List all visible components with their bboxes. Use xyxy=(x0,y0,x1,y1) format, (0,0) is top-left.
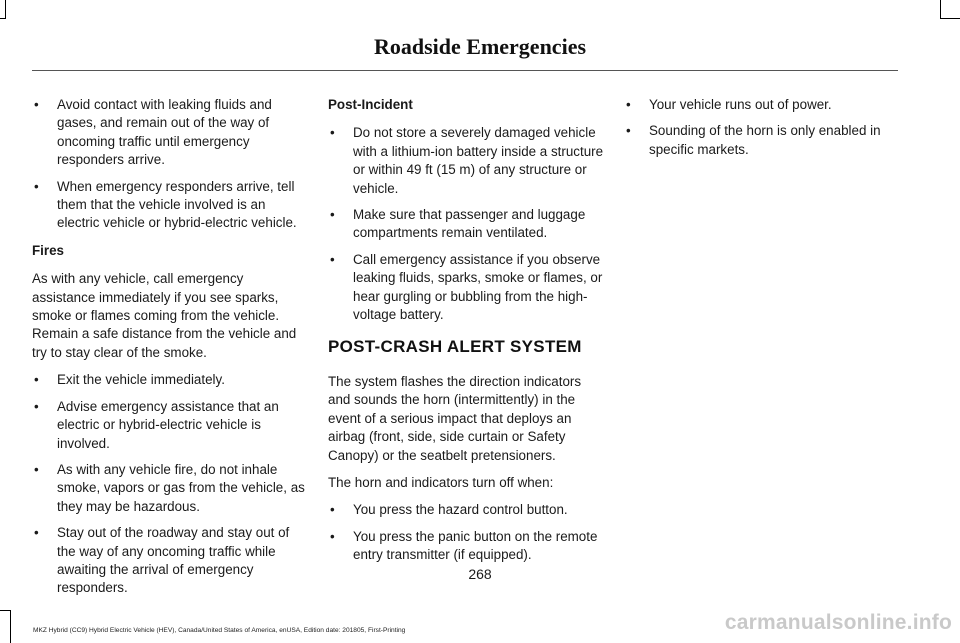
list-item: • Do not store a severely damaged vehicle with a lithium-ion battery inside a structure or within 49 ft (15 m) of any structure or vehicle. xyxy=(328,124,604,198)
page-title: Roadside Emergencies xyxy=(373,34,587,59)
crop-mark-top-left-v xyxy=(5,0,6,18)
column-right xyxy=(624,96,900,168)
column-middle xyxy=(328,96,604,574)
section-title: POST-CRASH ALERT SYSTEM xyxy=(328,337,582,357)
turn-off-paragraph: The horn and indicators turn off when: xyxy=(328,474,554,490)
watermark: carmanualsonline.info xyxy=(724,611,952,634)
list-item: • Your vehicle runs out of power. xyxy=(624,96,900,114)
post-crash-paragraph: The system flashes the direction indicators and sounds the horn (intermittently) in the event of a serious impact that deploys an airbag (front, side, side curtain or Safety Canopy) or the seatbelt pretensioners. xyxy=(328,373,582,463)
list-item: • Make sure that passenger and luggage compartments remain ventilated. xyxy=(328,206,604,243)
edition-footer: MKZ Hybrid (CC9) Hybrid Electric Vehicle (HEV), Canada/United States of America, enUSA, Edition date: 201805, First-Printing xyxy=(33,627,406,634)
bullet-list-emergency xyxy=(32,96,308,233)
list-item: • Advise emergency assistance that an electric or hybrid-electric vehicle is involved. xyxy=(32,398,308,453)
list-item: • Exit the vehicle immediately. xyxy=(32,371,308,389)
crop-mark-bottom-left-v xyxy=(10,610,11,643)
crop-mark-bottom-left-h xyxy=(0,610,11,611)
post-incident-heading: Post-Incident xyxy=(328,97,413,112)
list-item: • As with any vehicle fire, do not inhale smoke, vapors or gas from the vehicle, as they may be hazardous. xyxy=(32,461,308,516)
header-divider xyxy=(32,70,898,71)
crop-mark-top-left-h xyxy=(0,18,6,19)
bullet-list-fires xyxy=(32,371,308,597)
column-left xyxy=(32,96,308,607)
bullet-list-continued xyxy=(624,96,900,159)
fires-paragraph: As with any vehicle, call emergency assistance immediately if you see sparks, smoke or flames coming from the vehicle. Remain a safe distance from the vehicle and try to stay clear of the smoke. xyxy=(32,271,297,360)
page-number: 268 xyxy=(468,566,492,582)
list-item: • When emergency responders arrive, tell them that the vehicle involved is an electric vehicle or hybrid-electric vehicle. xyxy=(32,178,308,233)
bullet-list-turn-off xyxy=(328,501,604,564)
list-item: • Call emergency assistance if you observe leaking fluids, sparks, smoke or flames, or hear gurgling or bubbling from the high-voltage battery. xyxy=(328,251,604,325)
crop-mark-top-right-h xyxy=(940,18,960,19)
list-item: • You press the panic button on the remote entry transmitter (if equipped). xyxy=(328,528,604,565)
list-item: • Sounding of the horn is only enabled in specific markets. xyxy=(624,122,900,159)
fires-heading: Fires xyxy=(32,242,65,258)
list-item: • Stay out of the roadway and stay out of the way of any oncoming traffic while awaiting the arrival of emergency responders. xyxy=(32,524,308,598)
list-item: • Avoid contact with leaking fluids and gases, and remain out of the way of oncoming traffic until emergency responders arrive. xyxy=(32,96,308,170)
bullet-list-post-incident xyxy=(328,124,604,324)
crop-mark-top-right-v xyxy=(940,0,941,18)
list-item: • You press the hazard control button. xyxy=(328,501,604,519)
